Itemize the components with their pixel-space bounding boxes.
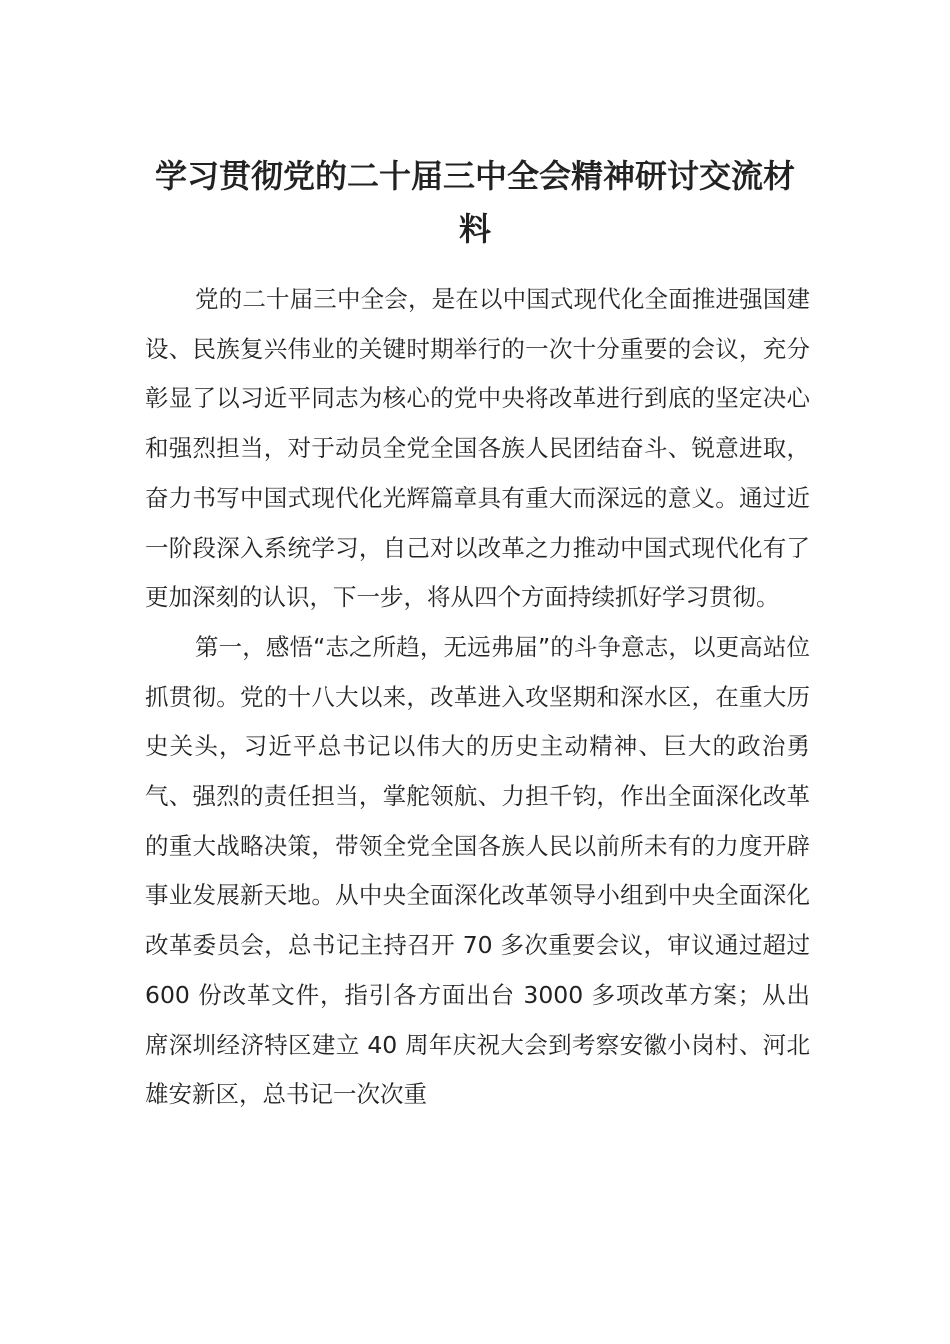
paragraph-first-point: 第一，感悟“志之所趋，无远弗届”的斗争意志，以更高站位抓贯彻。党的十八大以来，改革进入攻坚期和深水区，在重大历史关头，习近平总书记以伟大的历史主动精神、巨大的政治勇气、强烈的责任担当，掌舵领航、力担千钧，作出全面深化改革的重大战略决策，带领全党全国各族人民以前所未有的力度开辟事业发展新天地。从中央全面深化改革领导小组到中央全面深化改革委员会，总书记主持召开 70 多次重要会议，审议通过超过 600 份改革文件，指引各方面出台 3000 多项改革方案；从出席深圳经济特区建立 40 周年庆祝大会到考察安徽小岗村、河北雄安新区，总书记一次次重 bbox=[145, 632, 810, 1109]
document-body bbox=[145, 275, 810, 1120]
document-title: 学习贯彻党的二十届三中全会精神研讨交流材料 bbox=[154, 157, 795, 248]
paragraph-intro: 党的二十届三中全会，是在以中国式现代化全面推进强国建设、民族复兴伟业的关键时期举行的一次十分重要的会议，充分彰显了以习近平同志为核心的党中央将改革进行到底的坚定决心和强烈担当，对于动员全党全国各族人民团结奋斗、锐意进取，奋力书写中国式现代化光辉篇章具有重大而深远的意义。通过近一阶段深入系统学习，自己对以改革之力推动中国式现代化有了更加深刻的认识，下一步，将从四个方面持续抓好学习贯彻。 bbox=[145, 285, 810, 612]
